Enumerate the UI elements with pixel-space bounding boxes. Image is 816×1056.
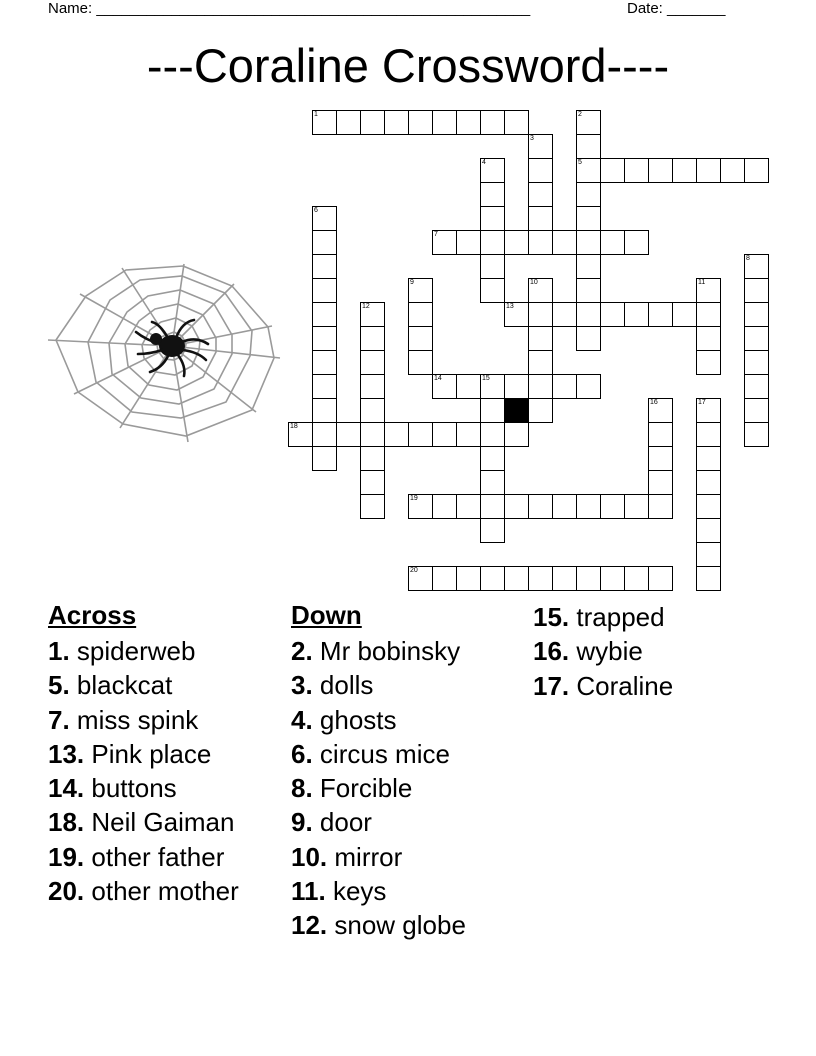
grid-cell[interactable]	[480, 566, 505, 591]
clue-down-8: 8. Forcible	[291, 773, 413, 804]
grid-cell[interactable]	[360, 302, 385, 327]
grid-cell[interactable]	[432, 230, 457, 255]
grid-cell[interactable]	[360, 446, 385, 471]
grid-cell[interactable]	[696, 542, 721, 567]
grid-cell[interactable]	[744, 350, 769, 375]
grid-cell[interactable]	[504, 230, 529, 255]
clue-across-13: 13. Pink place	[48, 738, 212, 769]
grid-cell[interactable]	[576, 302, 601, 327]
clue-across-20: 20. other mother	[48, 876, 239, 907]
clue-number: 20	[410, 567, 418, 574]
grid-cell[interactable]	[648, 158, 673, 183]
shaded-cell	[504, 398, 529, 423]
grid-cell[interactable]	[432, 566, 457, 591]
grid-cell[interactable]	[528, 566, 553, 591]
date-label: Date:	[627, 0, 663, 17]
grid-cell[interactable]	[600, 158, 625, 183]
grid-cell[interactable]	[552, 374, 577, 399]
grid-cell[interactable]	[360, 374, 385, 399]
clue-number: 19	[410, 495, 418, 502]
clue-down-9: 9. door	[291, 807, 372, 838]
grid-cell[interactable]	[576, 566, 601, 591]
clue-across-5: 5. blackcat	[48, 670, 173, 701]
clue-number: 12	[362, 303, 370, 310]
grid-cell[interactable]	[288, 422, 313, 447]
clue-number: 9	[410, 279, 414, 286]
clue-across-14: 14. buttons	[48, 773, 177, 804]
grid-cell[interactable]	[528, 206, 553, 231]
grid-cell[interactable]	[528, 374, 553, 399]
clue-number: 7	[434, 231, 438, 238]
grid-cell[interactable]	[672, 302, 697, 327]
grid-cell[interactable]	[744, 374, 769, 399]
grid-cell[interactable]	[408, 278, 433, 303]
clue-number: 11	[698, 279, 706, 286]
grid-cell[interactable]	[504, 374, 529, 399]
grid-cell[interactable]	[480, 278, 505, 303]
grid-cell[interactable]	[744, 302, 769, 327]
grid-cell[interactable]	[528, 398, 553, 423]
grid-cell[interactable]	[696, 470, 721, 495]
grid-cell[interactable]	[624, 302, 649, 327]
clue-number: 14	[434, 375, 442, 382]
grid-cell[interactable]	[432, 494, 457, 519]
grid-cell[interactable]	[624, 158, 649, 183]
grid-cell[interactable]	[312, 446, 337, 471]
grid-cell[interactable]	[312, 278, 337, 303]
grid-cell[interactable]	[600, 566, 625, 591]
grid-cell[interactable]	[528, 302, 553, 327]
clue-down-16: 16. wybie	[533, 636, 643, 667]
grid-cell[interactable]	[576, 254, 601, 279]
grid-cell[interactable]	[360, 110, 385, 135]
grid-cell[interactable]	[480, 398, 505, 423]
grid-cell[interactable]	[312, 230, 337, 255]
clue-across-1: 1. spiderweb	[48, 636, 196, 666]
grid-cell[interactable]	[360, 494, 385, 519]
clue-across-19: 19. other father	[48, 841, 225, 872]
grid-cell[interactable]	[576, 158, 601, 183]
grid-cell[interactable]	[624, 494, 649, 519]
clue-down-10: 10. mirror	[291, 841, 403, 872]
grid-cell[interactable]	[432, 374, 457, 399]
grid-cell[interactable]	[648, 446, 673, 471]
grid-cell[interactable]	[480, 254, 505, 279]
name-label: Name:	[48, 0, 93, 17]
grid-cell[interactable]	[744, 398, 769, 423]
down-clues	[291, 600, 466, 943]
grid-cell[interactable]	[696, 422, 721, 447]
grid-cell[interactable]	[504, 494, 529, 519]
across-clues	[48, 600, 239, 908]
grid-cell[interactable]	[528, 182, 553, 207]
down-heading: Down	[291, 600, 362, 630]
date-blank: _______	[667, 0, 726, 17]
grid-cell[interactable]	[312, 398, 337, 423]
grid-cell[interactable]	[456, 374, 481, 399]
grid-cell[interactable]	[384, 422, 409, 447]
grid-cell[interactable]	[408, 326, 433, 351]
grid-cell[interactable]	[456, 110, 481, 135]
clue-number: 18	[290, 423, 298, 430]
clue-down-6: 6. circus mice	[291, 738, 450, 769]
grid-cell[interactable]	[480, 422, 505, 447]
grid-cell[interactable]	[744, 422, 769, 447]
across-heading: Across	[48, 600, 137, 630]
grid-cell[interactable]	[312, 206, 337, 231]
grid-cell[interactable]	[480, 206, 505, 231]
clue-down-11: 11. keys	[291, 876, 387, 907]
clue-number: 4	[482, 159, 486, 166]
grid-cell[interactable]	[648, 422, 673, 447]
grid-cell[interactable]	[648, 398, 673, 423]
grid-cell[interactable]	[408, 350, 433, 375]
grid-cell[interactable]	[696, 494, 721, 519]
grid-cell[interactable]	[456, 494, 481, 519]
grid-cell[interactable]	[528, 134, 553, 159]
grid-cell[interactable]	[408, 422, 433, 447]
grid-cell[interactable]	[552, 566, 577, 591]
grid-cell[interactable]	[504, 422, 529, 447]
clue-number: 2	[578, 111, 582, 118]
grid-cell[interactable]	[696, 566, 721, 591]
grid-cell[interactable]	[624, 230, 649, 255]
grid-cell[interactable]	[480, 158, 505, 183]
page-title: ---Coraline Crossword----	[146, 39, 670, 92]
grid-cell[interactable]	[696, 278, 721, 303]
grid-cell[interactable]	[552, 302, 577, 327]
grid-cell[interactable]	[408, 302, 433, 327]
clue-across-7: 7. miss spink	[48, 704, 199, 735]
grid-cell[interactable]	[480, 110, 505, 135]
clue-number: 8	[746, 255, 750, 262]
grid-cell[interactable]	[528, 350, 553, 375]
grid-cell[interactable]	[312, 374, 337, 399]
grid-cell[interactable]	[504, 110, 529, 135]
clue-number: 3	[530, 135, 534, 142]
clue-number: 17	[698, 399, 706, 406]
grid-cell[interactable]	[480, 230, 505, 255]
clue-number: 15	[482, 375, 490, 382]
clue-number: 10	[530, 279, 538, 286]
grid-cell[interactable]	[528, 230, 553, 255]
grid-cell[interactable]	[456, 566, 481, 591]
grid-cell[interactable]	[408, 566, 433, 591]
grid-cell[interactable]	[624, 566, 649, 591]
grid-cell[interactable]	[336, 422, 361, 447]
grid-cell[interactable]	[576, 494, 601, 519]
grid-cell[interactable]	[432, 422, 457, 447]
grid-cell[interactable]	[720, 158, 745, 183]
grid-cell[interactable]	[480, 470, 505, 495]
grid-cell[interactable]	[576, 230, 601, 255]
grid-cell[interactable]	[600, 494, 625, 519]
grid-cell[interactable]	[480, 182, 505, 207]
grid-cell[interactable]	[600, 230, 625, 255]
grid-cell[interactable]	[480, 518, 505, 543]
grid-cell[interactable]	[384, 110, 409, 135]
grid-cell[interactable]	[744, 278, 769, 303]
grid-cell[interactable]	[696, 398, 721, 423]
grid-cell[interactable]	[528, 158, 553, 183]
grid-cell[interactable]	[744, 254, 769, 279]
grid-cell[interactable]	[576, 278, 601, 303]
clue-number: 6	[314, 207, 318, 214]
grid-cell[interactable]	[312, 254, 337, 279]
grid-cell[interactable]	[408, 494, 433, 519]
name-blank: ____________________________________________________	[96, 0, 531, 17]
grid-cell[interactable]	[456, 230, 481, 255]
grid-cell[interactable]	[576, 134, 601, 159]
grid-cell[interactable]	[648, 566, 673, 591]
grid-cell[interactable]	[408, 110, 433, 135]
grid-cell[interactable]	[696, 518, 721, 543]
grid-cell[interactable]	[504, 566, 529, 591]
grid-cell[interactable]	[696, 446, 721, 471]
grid-cell[interactable]	[576, 182, 601, 207]
grid-cell[interactable]	[576, 326, 601, 351]
grid-cell[interactable]	[312, 326, 337, 351]
clue-number: 13	[506, 303, 514, 310]
grid-cell[interactable]	[480, 374, 505, 399]
grid-cell[interactable]	[360, 422, 385, 447]
grid-cell[interactable]	[576, 110, 601, 135]
grid-cell[interactable]	[744, 326, 769, 351]
grid-cell[interactable]	[504, 302, 529, 327]
clue-number: 16	[650, 399, 658, 406]
grid-cell[interactable]	[432, 110, 457, 135]
grid-cell[interactable]	[528, 326, 553, 351]
grid-cell[interactable]	[336, 110, 361, 135]
grid-cell[interactable]	[528, 494, 553, 519]
clue-down-2: 2. Mr bobinsky	[291, 636, 461, 666]
grid-cell[interactable]	[360, 398, 385, 423]
clue-down-4: 4. ghosts	[291, 704, 397, 735]
grid-cell[interactable]	[744, 158, 769, 183]
grid-cell[interactable]	[480, 494, 505, 519]
grid-cell[interactable]	[552, 230, 577, 255]
grid-cell[interactable]	[552, 494, 577, 519]
grid-cell[interactable]	[312, 350, 337, 375]
grid-cell[interactable]	[576, 374, 601, 399]
grid-cell[interactable]	[360, 350, 385, 375]
grid-cell[interactable]	[528, 278, 553, 303]
grid-cell[interactable]	[576, 206, 601, 231]
grid-cell[interactable]	[360, 470, 385, 495]
clue-down-3: 3. dolls	[291, 670, 374, 701]
grid-cell[interactable]	[360, 326, 385, 351]
clue-number: 5	[578, 159, 582, 166]
grid-cell[interactable]	[312, 422, 337, 447]
grid-cell[interactable]	[696, 158, 721, 183]
grid-cell[interactable]	[312, 110, 337, 135]
grid-cell[interactable]	[672, 158, 697, 183]
down-clues-continued	[533, 600, 673, 703]
grid-cell[interactable]	[456, 422, 481, 447]
clue-down-12: 12. snow globe	[291, 910, 466, 941]
grid-cell[interactable]	[696, 350, 721, 375]
grid-cell[interactable]	[648, 470, 673, 495]
grid-cell[interactable]	[696, 302, 721, 327]
clue-down-15: 15. trapped	[533, 602, 665, 632]
grid-cell[interactable]	[648, 494, 673, 519]
grid-cell[interactable]	[480, 446, 505, 471]
grid-cell[interactable]	[648, 302, 673, 327]
clue-number: 1	[314, 111, 318, 118]
grid-cell[interactable]	[312, 302, 337, 327]
grid-cell[interactable]	[696, 326, 721, 351]
clue-down-17: 17. Coraline	[533, 670, 674, 701]
grid-cell[interactable]	[600, 302, 625, 327]
clue-across-18: 18. Neil Gaiman	[48, 807, 235, 838]
